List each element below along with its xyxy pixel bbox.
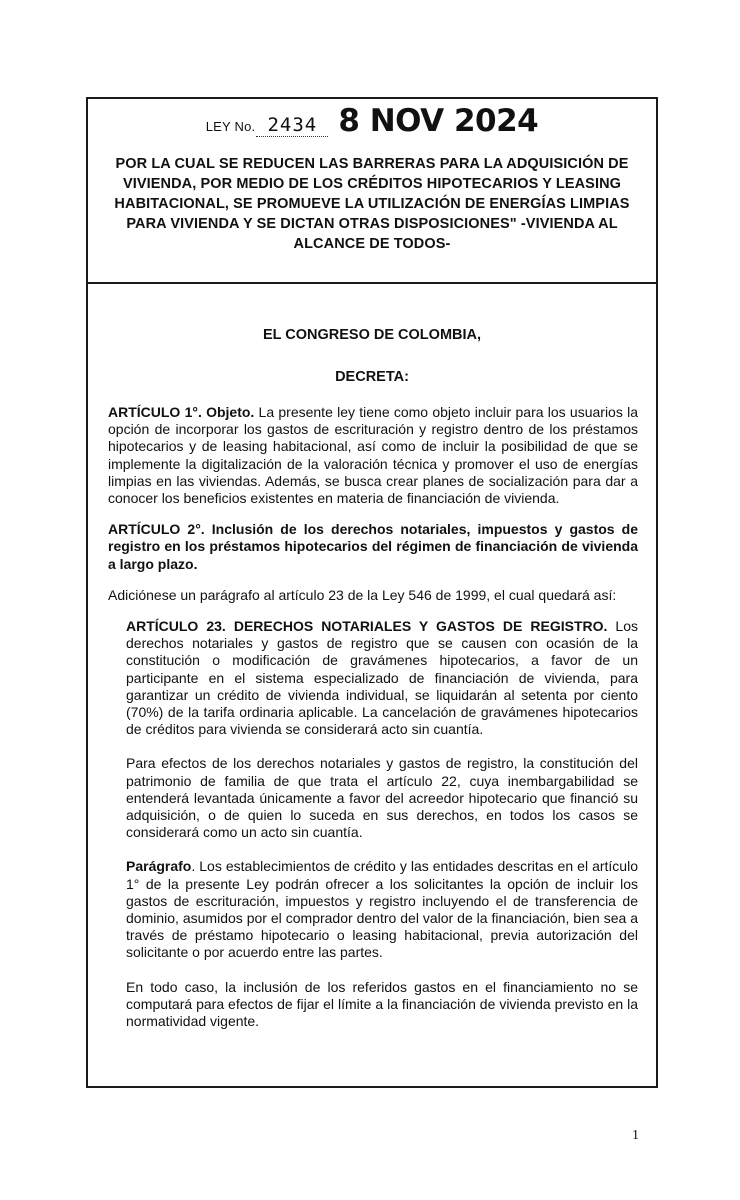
article-2-heading: ARTÍCULO 2°. Inclusión de los derechos notariales, impuestos y gastos de registro en los préstamos hipotecarios del régimen de financiación de vivienda a largo plazo. — [108, 521, 638, 572]
law-date-stamp: 8 NOV 2024 — [338, 103, 539, 139]
quoted-paragraph-1 — [126, 618, 638, 738]
article-2-intro: Adiciónese un parágrafo al artículo 23 de la Ley 546 de 1999, el cual quedará así: — [108, 586, 617, 603]
article-1-text: La presente ley tiene como objeto incluir para los usuarios la opción de incorporar los gastos de escrituración y registro dentro de los préstamos hipotecarios y de leasing habitacional, así como de incluir la posibilidad de que se implemente la digitalización de la valoración técnica y promover el uso de energías limpias en las viviendas. Además, se busca crear planes de socialización para dar a conocer los beneficios existentes en materia de financiación de vivienda. — [108, 404, 638, 507]
quoted-paragraph-3 — [126, 858, 638, 961]
document-frame — [86, 97, 658, 1088]
law-header — [88, 99, 656, 284]
quoted-paragraph-4: En todo caso, la inclusión de los referidos gastos en el financiamiento no se computará para efectos de fijar el límite a la financiación de vivienda previsto en la normatividad vigente. — [126, 978, 638, 1030]
law-title: POR LA CUAL SE REDUCEN LAS BARRERAS PARA LA ADQUISICIÓN DE VIVIENDA, POR MEDIO DE LOS CRÉDITOS HIPOTECARIOS Y LEASING HABITACIONAL, SE PROMUEVE LA UTILIZACIÓN DE ENERGÍAS LIMPIAS PARA VIVIENDA Y SE DICTAN OTRAS DISPOSICIONES" -VIVIENDA AL ALCANCE DE TODOS- — [114, 156, 630, 252]
law-prefix: LEY No. — [205, 119, 256, 134]
law-body — [108, 404, 638, 1047]
quoted-paragraph-2: Para efectos de los derechos notariales y gastos de registro, la constitución del patrimonio de familia de que trata el artículo 22, cuya inembargabilidad se entenderá levantada únicamente a favor del acreedor hipotecario que financió su adquisición, o de quien lo suceda en sus derechos, en todos los casos se considerará como un acto sin cuantía. — [126, 755, 638, 841]
congress-heading: EL CONGRESO DE COLOMBIA, — [262, 327, 482, 343]
law-number: 2434 — [256, 114, 328, 137]
paragrafo-label: Parágrafo — [126, 858, 192, 875]
quoted-paragraph-1-text: Los derechos notariales y gastos de registro que se causen con ocasión de la constitución o modificación de gravámenes hipotecarios, a favor de un participante en el sistema especializado de financiación de vivienda, para garantizar un crédito de vivienda individual, se liquidarán al setenta por ciento (70%) de la tarifa ordinaria aplicable. La cancelación de gravámenes hipotecarios de créditos para vivienda se considerará acto sin cuantía. — [126, 618, 638, 738]
quoted-article-23 — [126, 618, 638, 1030]
quoted-paragraph-3-text: . Los establecimientos de crédito y las entidades descritas en el artículo 1° de la presente Ley podrán ofrecer a los solicitantes la opción de incluir los gastos de escrituración, impuestos y registro incluyendo el de transferencia de dominio, asumidos por el comprador dentro del valor de la financiación, bien sea a través de préstamo hipotecario o leasing habitacional, previa autorización del solicitante o por acuerdo entre las partes. — [126, 858, 638, 961]
quoted-article-heading: ARTÍCULO 23. DERECHOS NOTARIALES Y GASTOS DE REGISTRO. — [126, 618, 608, 635]
law-identifier — [88, 103, 656, 139]
article-1 — [108, 404, 638, 507]
page-number: 1 — [632, 1128, 639, 1143]
decrees-heading: DECRETA: — [335, 369, 409, 385]
article-1-heading: ARTÍCULO 1°. Objeto. — [108, 404, 255, 420]
